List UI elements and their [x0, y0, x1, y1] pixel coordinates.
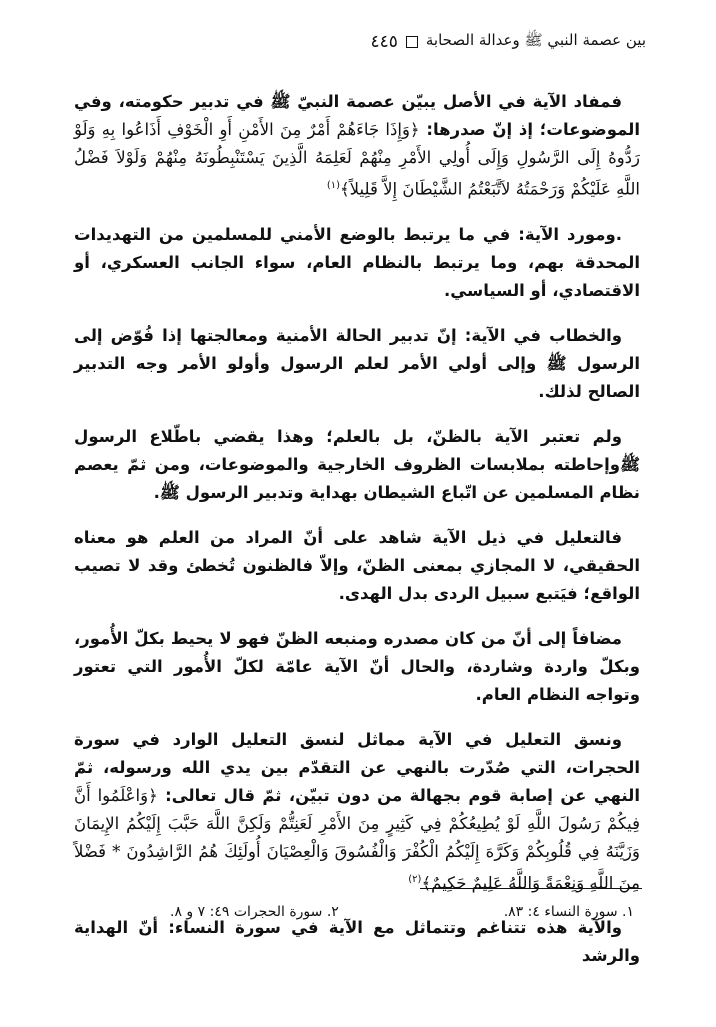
paragraph-text: فمفاد الآية في الأصل يبيّن عصمة النبيّ ﷺ في تدبير حكومته، وفي الموضوعات؛ إذ إنّ صدرها:: [74, 92, 640, 139]
paragraph-text: ونسق التعليل في الآية مماثل لنسق التعليل الوارد في سورة الحجرات، التي صُدّرت بالنهي عن التقدّم بين يدي الله ورسوله، ثمّ النهي عن إصابة قوم بجهالة من دون تبيّن، ثمّ قال تعالى:: [74, 729, 640, 805]
paragraph-1: [74, 88, 640, 204]
square-separator-icon: [406, 36, 418, 48]
page-number: ٤٤٥: [370, 32, 398, 52]
footnote-ref: (٢): [408, 873, 422, 885]
paragraph-text: .ومورد الآية: في ما يرتبط بالوضع الأمني للمسلمين من التهديدات المحدقة بهم، وما يرتبط بالنظام العام، سواء الجانب العسكري، أو الاقتصادي، أو السياسي.: [74, 224, 640, 300]
footnote-1: ١. سورة النساء ٤: ٨٣.: [503, 904, 634, 920]
paragraph-6: [74, 625, 640, 709]
paragraph-2: [74, 221, 640, 305]
running-title: بين عصمة النبي ﷺ وعدالة الصحابة: [425, 31, 646, 49]
footnote-ref: (١): [326, 180, 340, 191]
footnotes: [170, 904, 634, 920]
paragraph-8: [74, 914, 640, 970]
paragraph-text: مضافاً إلى أنّ من كان مصدره ومنبعه الظنّ فهو لا يحيط بكلّ الأُمور، وبكلّ واردة وشاردة، والحال أنّ الآية عامّة لكلّ الأُمور التي تعتور وتواجه النظام العام.: [74, 628, 640, 704]
paragraph-text: ولم تعتبر الآية بالظنّ، بل بالعلم؛ وهذا يقضي باطّلاع الرسول ﷺوإحاطته بملابسات الظروف الخارجية والموضوعات، ومن ثمّ يعصم نظام المسلمين عن اتّباع الشيطان بهداية وتدبير الرسول ﷺ.: [74, 426, 640, 502]
quran-quote: ﴿وَاعْلَمُوا أَنَّ فِيكُمْ رَسُولَ اللَّهِ لَوْ يُطِيعُكُمْ فِي كَثِيرٍ مِنَ الأَمْرِ لَعَنِتُّمْ وَلَكِنَّ اللَّهَ حَبَّبَ إِلَيْكُمُ الإِيمَانَ وَزَيَّنَهُ فِي قُلُوبِكُمْ وَكَرَّهَ إِلَيْكُمُ الْكُفْرَ وَالْفُسُوقَ وَالْعِصْيَانَ أُولَئِكَ هُمُ الرَّاشِدُونَ * فَضْلاً مِنَ اللَّهِ وَنِعْمَةً وَاللَّهُ عَلِيمٌ حَكِيمٌ﴾: [74, 785, 640, 892]
quran-quote: ﴿وَإِذَا جَاءَهُمْ أَمْرٌ مِنَ الأَمْنِ أَوِ الْخَوْفِ أَذَاعُوا بِهِ وَلَوْ رَدُّوهُ إِلَى الرَّسُولِ وَإِلَى أُولِي الأَمْرِ مِنْهُمْ لَعَلِمَهُ الَّذِينَ يَسْتَنْبِطُونَهُ مِنْهُمْ وَلَوْلاَ فَضْلُ اللَّهِ عَلَيْكُمْ وَرَحْمَتُهُ لاَتَّبَعْتُمُ الشَّيْطَانَ إِلاَّ قَلِيلاً﴾: [74, 120, 640, 199]
paragraph-7: [74, 726, 640, 898]
paragraph-4: [74, 423, 640, 507]
paragraph-text: والآية هذه تتناغم وتتماثل مع الآية في سورة النساء: أنّ الهداية والرشد: [74, 918, 640, 965]
paragraph-text: فالتعليل في ذيل الآية شاهد على أنّ المراد من العلم هو معناه الحقيقي، لا المجازي بمعنى الظنّ، وإلاّ فالظنون تُخطئ وقد لا تصيب الواقع؛ فيَتبع سبيل الردى بدل الهدى.: [74, 527, 640, 603]
footnote-2: ٢. سورة الحجرات ٤٩: ٧ و ٨.: [170, 904, 339, 920]
paragraph-text: والخطاب في الآية: إنّ تدبير الحالة الأمنية ومعالجتها إذا فُوّض إلى الرسول ﷺ وإلى أولي الأمر لعلم الرسول وأولو الأمر وجه التدبير الصالح لذلك.: [74, 325, 640, 401]
paragraph-3: [74, 322, 640, 406]
paragraph-5: [74, 524, 640, 608]
body-text: [74, 88, 640, 987]
running-header: [70, 30, 646, 54]
footnote-divider: [420, 888, 642, 889]
